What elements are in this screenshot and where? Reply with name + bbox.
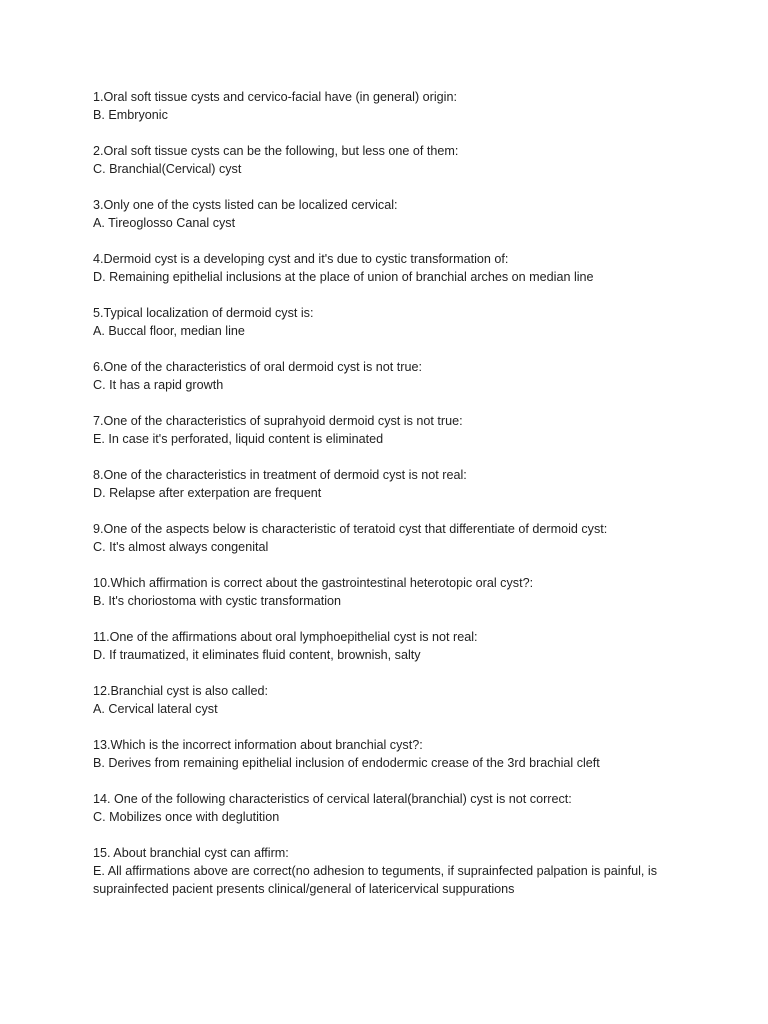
answer-text: A. Cervical lateral cyst [93,702,218,716]
answer-text: A. Tireoglosso Canal cyst [93,216,236,230]
answer-text: A. Buccal floor, median line [93,324,245,338]
question-item-2 [93,142,683,178]
question-item-6 [93,358,683,394]
question-text: 15. About branchial cyst can affirm: [93,846,289,860]
question-text: 12.Branchial cyst is also called: [93,684,268,698]
answer-text: C. Branchial(Cervical) cyst [93,162,242,176]
answer-text: B. Derives from remaining epithelial inclusion of endodermic crease of the 3rd brachial cleft [93,756,600,770]
question-text: 13.Which is the incorrect information about branchial cyst?: [93,738,423,752]
question-text: 5.Typical localization of dermoid cyst is: [93,306,314,320]
answer-text: D. Remaining epithelial inclusions at the place of union of branchial arches on median line [93,270,594,284]
question-item-10 [93,574,683,610]
question-item-7 [93,412,683,448]
question-item-14 [93,790,683,826]
answer-text: D. If traumatized, it eliminates fluid content, brownish, salty [93,648,421,662]
question-list [93,88,683,916]
question-item-3 [93,196,683,232]
answer-text: B. Embryonic [93,108,168,122]
question-text: 6.One of the characteristics of oral dermoid cyst is not true: [93,360,422,374]
question-text: 8.One of the characteristics in treatment of dermoid cyst is not real: [93,468,467,482]
question-text: 9.One of the aspects below is characteristic of teratoid cyst that differentiate of dermoid cyst: [93,522,608,536]
question-item-11 [93,628,683,664]
answer-text: C. Mobilizes once with deglutition [93,810,280,824]
question-text: 1.Oral soft tissue cysts and cervico-facial have (in general) origin: [93,90,457,104]
question-text: 7.One of the characteristics of suprahyoid dermoid cyst is not true: [93,414,463,428]
answer-text: B. It's choriostoma with cystic transformation [93,594,342,608]
question-item-8 [93,466,683,502]
question-text: 11.One of the affirmations about oral lymphoepithelial cyst is not real: [93,630,478,644]
question-text: 10.Which affirmation is correct about the gastrointestinal heterotopic oral cyst?: [93,576,534,590]
question-text: 3.Only one of the cysts listed can be localized cervical: [93,198,398,212]
answer-text: E. All affirmations above are correct(no adhesion to teguments, if suprainfected palpation is painful, is suprainfected pacient presents clinical/general of latericervical suppurations [93,864,658,896]
answer-text: D. Relapse after exterpation are frequent [93,486,322,500]
question-item-15 [93,844,683,898]
answer-text: C. It has a rapid growth [93,378,224,392]
question-item-1 [93,88,683,124]
question-text: 4.Dermoid cyst is a developing cyst and it's due to cystic transformation of: [93,252,509,266]
answer-text: E. In case it's perforated, liquid content is eliminated [93,432,384,446]
question-item-13 [93,736,683,772]
question-item-4 [93,250,683,286]
question-text: 2.Oral soft tissue cysts can be the following, but less one of them: [93,144,459,158]
answer-text: C. It's almost always congenital [93,540,269,554]
question-text: 14. One of the following characteristics of cervical lateral(branchial) cyst is not correct: [93,792,572,806]
question-item-9 [93,520,683,556]
question-item-5 [93,304,683,340]
question-item-12 [93,682,683,718]
